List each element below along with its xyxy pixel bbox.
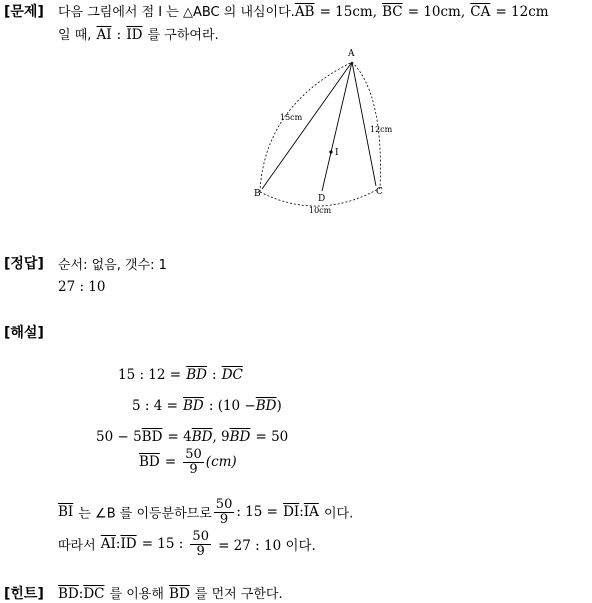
line6-ai: $\overline{AI}$ [100,536,116,553]
eq1-dc: $\overline{DC}$ [221,367,243,383]
line6-colon: : [115,536,121,553]
segment-ca: $\overline{CA}$ [470,4,491,20]
line6-end: = 27 : 10 이다. [218,538,316,555]
line5-bi: $\overline{BI}$ [58,504,74,521]
side-ab [262,62,352,189]
eq1-bd: $\overline{BD}$ [186,367,207,383]
line6-fraction [190,530,211,558]
eq4-equals: = [164,454,177,471]
problem-tag: [문제] [4,4,44,20]
label-i: I [335,148,339,158]
segment-ad [322,62,352,191]
segment-bc-value: = 10cm, [407,4,466,20]
line5-colon: : [299,504,304,521]
eq1-left: 15 : 12 = [118,367,182,383]
solution-line-5 [58,498,353,526]
line5-denominator: 9 [219,511,229,527]
problem-line2-prefix: 일 때, [58,28,92,43]
segment-id: $\overline{ID}$ [126,27,143,43]
eq3-bd3: $\overline{BD}$ [229,429,251,445]
label-a: A [348,49,355,59]
hint-colon: : [78,586,84,602]
solution-line-6 [58,530,316,558]
segment-ai: $\overline{AI}$ [96,27,112,43]
label-c: C [376,187,383,197]
line5-numerator: 50 [215,497,233,512]
eq2-mid: : (10 − [208,398,256,414]
line6-eq: = 15 : [141,536,184,553]
segment-ca-value: = 12cm [495,4,549,20]
hint-mid: 를 이용해 [109,587,164,602]
line6-numerator: 50 [192,529,209,544]
eq3-mid: = 4 [167,429,192,445]
label-d: D [318,194,326,204]
triangle-figure [250,46,410,218]
eq4-denominator: 9 [189,461,198,477]
eq3-end: = 50 [255,429,289,445]
eq4-fraction [183,448,204,476]
problem-line2-suffix: 를 구하여라. [147,28,219,43]
ratio-colon: : [116,27,122,43]
eq3-left: 50 − 5 [96,429,142,445]
label-bc-length: 10cm [309,206,332,215]
line6-pre: 따라서 [58,538,96,554]
side-ac [352,62,376,186]
solution-eq-2 [132,395,282,414]
answer-value: 27 : 10 [58,279,106,295]
line5-after: : 15 = [236,504,278,521]
eq3-bd2: $\overline{BD}$ [191,429,213,445]
eq2-end: ) [276,398,282,414]
eq2-left: 5 : 4 = [132,398,178,414]
label-ab-length: 15cm [280,113,303,122]
hint-bd2: $\overline{BD}$ [169,586,190,602]
point-i [329,150,332,153]
eq3-comma: , 9 [212,429,230,445]
eq4-bd: $\overline{BD}$ [139,454,160,471]
solution-eq-1 [118,364,243,383]
segment-bc: $\overline{BC}$ [382,4,403,20]
problem-line-1 [58,1,549,20]
hint-text [58,583,283,602]
hint-dc: $\overline{DC}$ [83,586,105,602]
hint-bd: $\overline{BD}$ [58,586,79,602]
solution-eq-3 [96,426,288,445]
problem-line-2 [58,24,219,43]
solution-eq-4 [139,448,237,476]
eq2-bd2: $\overline{BD}$ [255,398,277,414]
answer-meta: 순서: 없음, 갯수: 1 [58,258,167,273]
line6-denominator: 9 [196,543,205,559]
segment-ab-value: = 15cm, [319,4,378,20]
line5-end: 이다. [323,506,354,522]
line5-fraction [214,498,235,526]
eq1-colon: : [212,367,217,383]
eq2-bd: $\overline{BD}$ [183,398,204,414]
label-ac-length: 12cm [370,125,393,134]
eq4-numerator: 50 [185,447,202,462]
hint-tag: [힌트] [4,586,44,602]
eq4-unit: (cm) [205,454,237,471]
line5-di: $\overline{DI}$ [283,504,300,521]
solution-tag: [해설] [4,325,44,341]
line5-text: 는 ∠B 를 이등분하므로 [78,506,212,522]
line6-id: $\overline{ID}$ [120,536,137,553]
line5-ia: $\overline{IA}$ [303,504,319,521]
segment-ab: $\overline{AB}$ [294,4,315,20]
hint-end: 를 먼저 구한다. [194,587,283,602]
answer-tag: [정답] [4,256,44,272]
eq3-bd: $\overline{BD}$ [141,429,163,445]
problem-intro-text: 다음 그림에서 점 I 는 △ABC 의 내심이다. [58,5,295,20]
label-b: B [254,189,261,199]
